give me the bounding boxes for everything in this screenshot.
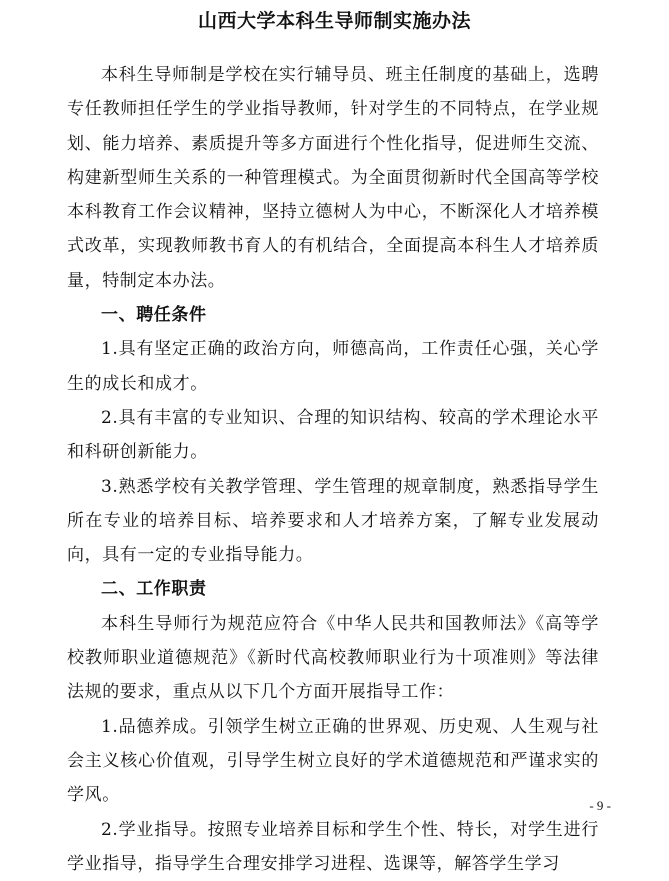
appointment-item-2: 2.具有丰富的专业知识、合理的知识结构、较高的学术理论水平和科研创新能力。 [67,407,599,463]
document-body [67,58,599,881]
duties-item-1: 1.品德养成。引领学生树立正确的世界观、历史观、人生观与社会主义核心价值观，引导学生树立良好的学术道德规范和严谨求实的学风。 [67,716,599,806]
document-title: 山西大学本科生导师制实施办法 [197,10,471,32]
intro-paragraph: 本科生导师制是学校在实行辅导员、班主任制度的基础上，选聘专任教师担任学生的学业指导教师，针对学生的不同特点，在学业规划、能力培养、素质提升等多方面进行个性化指导，促进师生交流、构建新型师生关系的一种管理模式。为全面贯彻新时代全国高等学校本科教育工作会议精神，坚持立德树人为中心，不断深化人才培养模式改革，实现教师教书育人的有机结合，全面提高本科生人才培养质量，特制定本办法。 [67,65,599,291]
appointment-item-3: 3.熟悉学校有关教学管理、学生管理的规章制度，熟悉指导学生所在专业的培养目标、培养要求和人才培养方案，了解专业发展动向，具有一定的专业指导能力。 [67,476,599,566]
appointment-item-1: 1.具有坚定正确的政治方向，师德高尚，工作责任心强，关心学生的成长和成才。 [67,339,599,394]
duties-item-2: 2.学业指导。按照专业培养目标和学生个性、特长，对学生进行学业指导，指导学生合理安排学习进程、选课等，解答学生学习 [67,819,599,874]
duties-intro: 本科生导师行为规范应符合《中华人民共和国教师法》《高等学校教师职业道德规范》《新时代高校教师职业行为十项准则》等法律法规的要求，重点从以下几个方面开展指导工作： [67,613,599,703]
section-heading-appointment: 一、聘任条件 [101,305,207,326]
section-heading-duties: 二、工作职责 [101,579,207,600]
page-number: - 9 - [589,798,611,813]
